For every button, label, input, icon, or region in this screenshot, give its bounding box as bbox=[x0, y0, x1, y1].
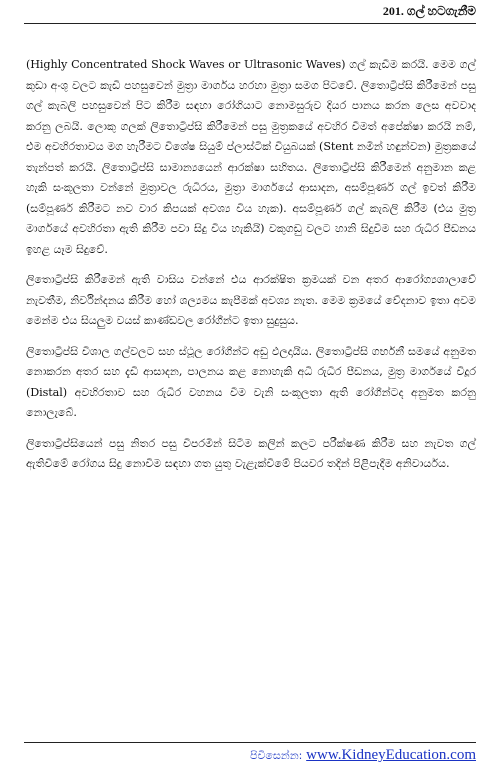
footer-visit-label: පිවිසෙන්න: bbox=[250, 749, 303, 762]
header-divider bbox=[24, 23, 476, 24]
paragraph-1: (Highly Concentrated Shock Waves or Ultrasonic Waves) ගල් කැඩීම කරයි. මෙම ගල් කුඩා අංශු වලට කැඩී පහසුවෙන් මුත්‍රා මාර්ගය හරහා මුත්‍රා සමග පිටවේ. ලිතොට්‍රිප්සි කිරීමෙන් පසු ගල් කැබලි පහසුවෙන් පිට කිරීම සඳහා රෝගියාට නොමසුරුව දියර පානය කරන ලෙස අවවාද කරනු ලබයි. ලොකු ගලක් ලිතොට්‍රිප්සි කිරීමෙන් පසු මුත්‍රකයේ අවහිර වීමත් අපේක්ෂා කරයි නම්, එම අවහිරතාවය මග හැරීමට විශේෂ සියුම් ප්ලාස්ටික් වියුබයක් (Stent නමින් හඳුන්වන) මුත්‍රකයේ තැන්පත් කරයි. ලිතොට්‍රිප්සි සාමාන්‍යයෙන් ආරක්ෂා සහිතය. ලිතොට්‍රිප්සි කිරීමෙන් අනුමාන කළ හැකි සංකූලතා වන්නේ මුත්‍රාවල රුධිරය, මුත්‍රා මාර්ගයේ ආසාදන, අසම්පූර්ණ ගල් ඉවත් කිරීම (සම්පූර්ණ කිරීමට නව වාර කිපයක් අවශ්‍ය විය හැක). අසම්පූර්ණ ගල් කැබලි කිරීම (එය මුත්‍ර මාර්ගයේ අවහිරතා ඇති කිරීම පවා සිදු විය හැකියි) වකුගඩු වලට හානි සිදුවීම සහ රුධිර පීඩනය ඉහළ යෑම සිදුවේ. bbox=[26, 58, 476, 256]
page-header: 201. ගල් හටගැනීම bbox=[382, 4, 476, 18]
paragraph-4: ලිතොට්‍රිප්සියෙන් පසු නිතර පසු විපරමින් සිටීම කලින් කලට පරීක්ෂණ කිරීම සහ නැවත ගල් ඇතිවීමේ රෝගය සිදු නොවීම සඳහා ගත යුතු වැළැක්වීමේ පියවර තදින් පිළිපැදීම අනිවාර්යය. bbox=[26, 436, 476, 470]
website-link[interactable]: www.KidneyEducation.com bbox=[306, 747, 476, 763]
paragraph-2: ලිතොට්‍රිප්සි කිරීමෙන් ඇති වාසිය වන්නේ එය ආරක්ෂිත ක්‍රමයක් වන අතර ආරෝග්‍යශාලාවේ නැවතීම, නිර්වින්දනය කිරීම හෝ ශල්‍යමය කැපීමක් අවශ්‍ය නැත. මෙම ක්‍රමයේ වේදනාව ඉතා අවම මෙන්ම එය සියලුම වයස් කාණ්ඩවල රෝගීන්ට ඉතා සුදුසුය. bbox=[26, 273, 476, 327]
paragraph-3: ලිතොට්‍රිප්සි විශාල ගල්වලට සහ ස්ථූල රෝගීන්ට අඩු ඵලදායිය. ලිතොට්‍රිප්සි ගර්භනී සමයේ අනුමත නොකරන අතර සහ දැඩි ආසාදන, පාලනය කළ නොහැකි අධි රුධිර පීඩනය, මුත්‍ර මාර්ගයේ විදූර (Distal) අවහිරතාව සහ රුධිර වහනය වීම වැනි සංකූලතා ඇති රෝගීන්ටද අනුමත කරනු නොලැබේ. bbox=[26, 344, 476, 419]
footer-divider bbox=[24, 742, 476, 743]
page-footer bbox=[250, 747, 476, 764]
document-body bbox=[26, 55, 476, 485]
